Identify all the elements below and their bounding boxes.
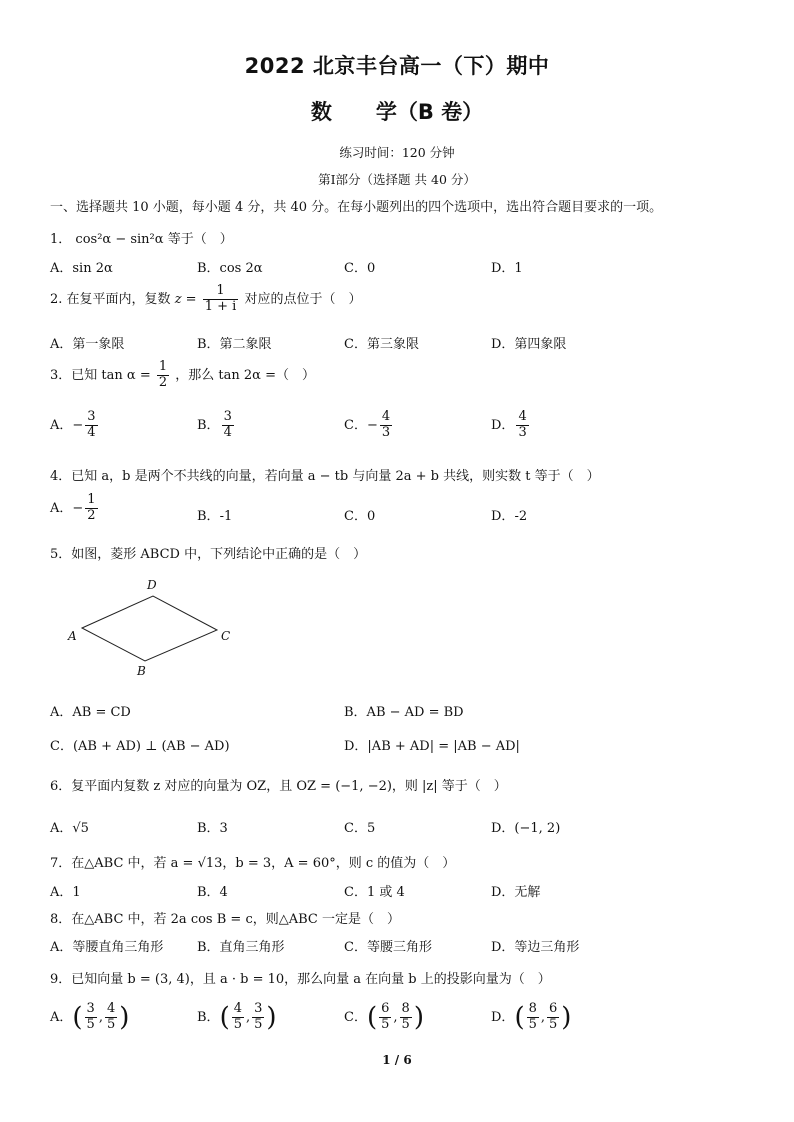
part-heading: 第Ⅰ部分（选择题 共 40 分） [318, 172, 476, 187]
question-7-option-c: C．1 或 4 [344, 885, 405, 900]
question-6-stem: 6．复平面内复数 z 对应的向量为 OZ，且 OZ = (−1, −2)，则 |z| 等于（ ） [50, 779, 507, 794]
question-8-option-b: B．直角三角形 [197, 940, 285, 955]
question-2-variable: z = [174, 291, 197, 307]
section-instructions: 一、选择题共 10 小题，每小题 4 分，共 40 分。在每小题列出的四个选项中，选出符合题目要求的一项。 [50, 200, 663, 215]
option-numerator: 4 [106, 1001, 116, 1016]
option-denominator: 5 [528, 1016, 537, 1032]
option-numerator: 6 [381, 1001, 390, 1016]
question-2-stem [50, 284, 361, 315]
question-5-option-a: A．AB = CD [50, 705, 131, 720]
option-numerator: 8 [401, 1001, 410, 1016]
option-fraction-2 [252, 1002, 264, 1033]
option-fraction [85, 410, 97, 441]
option-text: 0 [366, 509, 376, 524]
question-2-option-a: A．第一象限 [50, 337, 125, 352]
rhombus-shape [82, 596, 217, 661]
question-1-stem [50, 228, 233, 247]
option-label: D． [491, 1009, 515, 1025]
question-4-option-c [344, 505, 375, 524]
question-1-option-c: C．0 [344, 261, 376, 276]
subject-title-part-2: 学（B 卷） [375, 100, 484, 124]
option-denominator: 5 [233, 1016, 242, 1032]
option-denominator: 5 [106, 1016, 116, 1032]
option-numerator: 6 [549, 1001, 558, 1016]
vertex-label-b: B [137, 664, 146, 678]
option-denominator: 3 [518, 424, 527, 440]
option-label: A． [50, 417, 73, 433]
question-4-stem: 4．已知 a，b 是两个不共线的向量，若向量 a − tb 与向量 2a + b 共线，则实数 t 等于（ ） [50, 469, 600, 484]
question-5-option-d: D．|AB + AD| = |AB − AD| [344, 739, 520, 754]
option-fraction-2 [400, 1002, 412, 1033]
option-denominator: 4 [87, 424, 96, 440]
option-numerator: 3 [86, 1001, 95, 1016]
question-1-option-d: D．1 [491, 261, 523, 276]
question-3-tail: ，那么 tan 2α =（ ） [175, 367, 315, 383]
question-7-option-d: D．无解 [491, 885, 541, 900]
question-3-fraction [157, 360, 169, 391]
option-denominator: 4 [223, 424, 232, 440]
vertex-label-d: D [147, 578, 157, 592]
vertex-label-c: C [221, 629, 231, 643]
question-7-stem: 7．在△ABC 中，若 a = √13，b = 3，A = 60°，则 c 的值为（ ） [50, 856, 456, 871]
subject-title [0, 96, 794, 126]
rhombus-figure [60, 574, 240, 684]
question-3-option-d [491, 410, 531, 441]
option-denominator: 5 [86, 1016, 95, 1032]
option-label: B． [197, 1009, 220, 1025]
question-3-option-b [197, 410, 236, 441]
question-2-head: 2. 在复平面内，复数 [50, 291, 171, 307]
option-denominator: 5 [549, 1016, 558, 1032]
question-4-option-d [491, 505, 527, 524]
option-fraction-1 [85, 1002, 97, 1033]
question-3-lhs: tan α = [101, 367, 151, 383]
question-2-denominator: 1 + i [204, 298, 237, 314]
question-4-option-a [50, 493, 100, 524]
option-fraction-1 [527, 1002, 539, 1033]
question-6-option-b: B．3 [197, 821, 228, 836]
option-fraction [380, 410, 392, 441]
option-numerator: 4 [518, 409, 527, 424]
question-9-option-a: A．( $\frac{3}{5}$ , $\frac{4}{5}$ ) [50, 1001, 130, 1033]
question-3-option-a [50, 410, 100, 441]
question-6-option-c: C．5 [344, 821, 376, 836]
option-label: C． [344, 1009, 367, 1025]
exam-title: 2022 北京丰台高一（下）期中 [244, 54, 550, 78]
question-6-option-a: A．√5 [50, 821, 89, 836]
question-4-option-b [197, 505, 232, 524]
question-2-option-c: C．第三象限 [344, 337, 419, 352]
question-9-option-d: D．( $\frac{8}{5}$ , $\frac{6}{5}$ ) [491, 1001, 572, 1033]
option-fraction [85, 493, 97, 524]
option-fraction-2 [105, 1002, 117, 1033]
option-numerator: 4 [381, 409, 391, 424]
question-1-option-a: A．sin 2α [50, 261, 113, 276]
question-3-denominator: 2 [158, 374, 168, 390]
question-8-option-a: A．等腰直角三角形 [50, 940, 164, 955]
question-2-option-d: D．第四象限 [491, 337, 567, 352]
option-text: -2 [514, 509, 528, 524]
option-label: C． [344, 509, 367, 524]
option-denominator: 2 [87, 507, 96, 523]
question-8-stem: 8．在△ABC 中，若 2a cos B = c，则△ABC 一定是（ ） [50, 912, 400, 927]
question-2-fraction [203, 284, 239, 315]
question-5-stem: 5．如图，菱形 ABCD 中，下列结论中正确的是（ ） [50, 547, 367, 562]
option-sign: − [72, 417, 84, 433]
question-3-option-c [344, 410, 394, 441]
option-denominator: 5 [381, 1016, 390, 1032]
option-sign: − [72, 500, 84, 516]
question-3-stem [50, 360, 315, 391]
option-label: A． [50, 500, 73, 516]
option-fraction-2 [547, 1002, 559, 1033]
option-numerator: 3 [223, 409, 232, 424]
question-1-expression: cos²α − sin²α [75, 232, 164, 247]
option-numerator: 3 [254, 1001, 263, 1016]
question-1-option-b: B．cos 2α [197, 261, 263, 276]
option-denominator: 5 [254, 1016, 263, 1032]
option-label: B． [197, 417, 220, 433]
option-label: B． [197, 509, 220, 524]
question-3-head: 3．已知 [50, 367, 98, 383]
option-fraction-1 [232, 1002, 244, 1033]
question-5-option-c: C．(AB + AD) ⊥ (AB − AD) [50, 739, 230, 754]
question-2-numerator: 1 [203, 284, 239, 300]
question-2-option-b: B．第二象限 [197, 337, 272, 352]
exam-time: 练习时间：120 分钟 [339, 145, 455, 160]
question-6-option-d: D．(−1, 2) [491, 821, 561, 836]
option-fraction [516, 410, 528, 441]
question-9-option-b: B．( $\frac{4}{5}$ , $\frac{3}{5}$ ) [197, 1001, 277, 1033]
vertex-label-a: A [68, 629, 77, 643]
subject-title-part-1: 数 [310, 100, 332, 124]
option-label: D． [491, 417, 515, 433]
question-9-stem: 9．已知向量 b = (3, 4)，且 a · b = 10，那么向量 a 在向量 b 上的投影向量为（ ） [50, 972, 551, 987]
question-8-option-c: C．等腰三角形 [344, 940, 432, 955]
option-text: -1 [219, 509, 233, 524]
question-1-number: 1． [50, 232, 72, 247]
option-numerator: 4 [233, 1001, 242, 1016]
option-fraction-1 [379, 1002, 391, 1033]
question-5-option-b: B．AB − AD = BD [344, 705, 464, 720]
option-numerator: 3 [87, 409, 96, 424]
question-1-tail: 等于（ ） [167, 232, 233, 247]
option-denominator: 5 [401, 1016, 410, 1032]
option-numerator: 1 [87, 492, 96, 507]
option-numerator: 8 [528, 1001, 537, 1016]
option-denominator: 3 [381, 424, 391, 440]
question-7-option-b: B．4 [197, 885, 228, 900]
question-2-tail: 对应的点位于（ ） [244, 291, 362, 307]
option-label: C． [344, 417, 367, 433]
question-9-option-c: C．( $\frac{6}{5}$ , $\frac{8}{5}$ ) [344, 1001, 424, 1033]
question-7-option-a: A．1 [50, 885, 81, 900]
page-number: 1 / 6 [382, 1053, 412, 1067]
option-fraction [222, 410, 234, 441]
question-8-option-d: D．等边三角形 [491, 940, 580, 955]
option-label: A． [50, 1009, 73, 1025]
option-sign: − [366, 417, 378, 433]
option-label: D． [491, 509, 515, 524]
question-3-numerator: 1 [158, 359, 168, 374]
